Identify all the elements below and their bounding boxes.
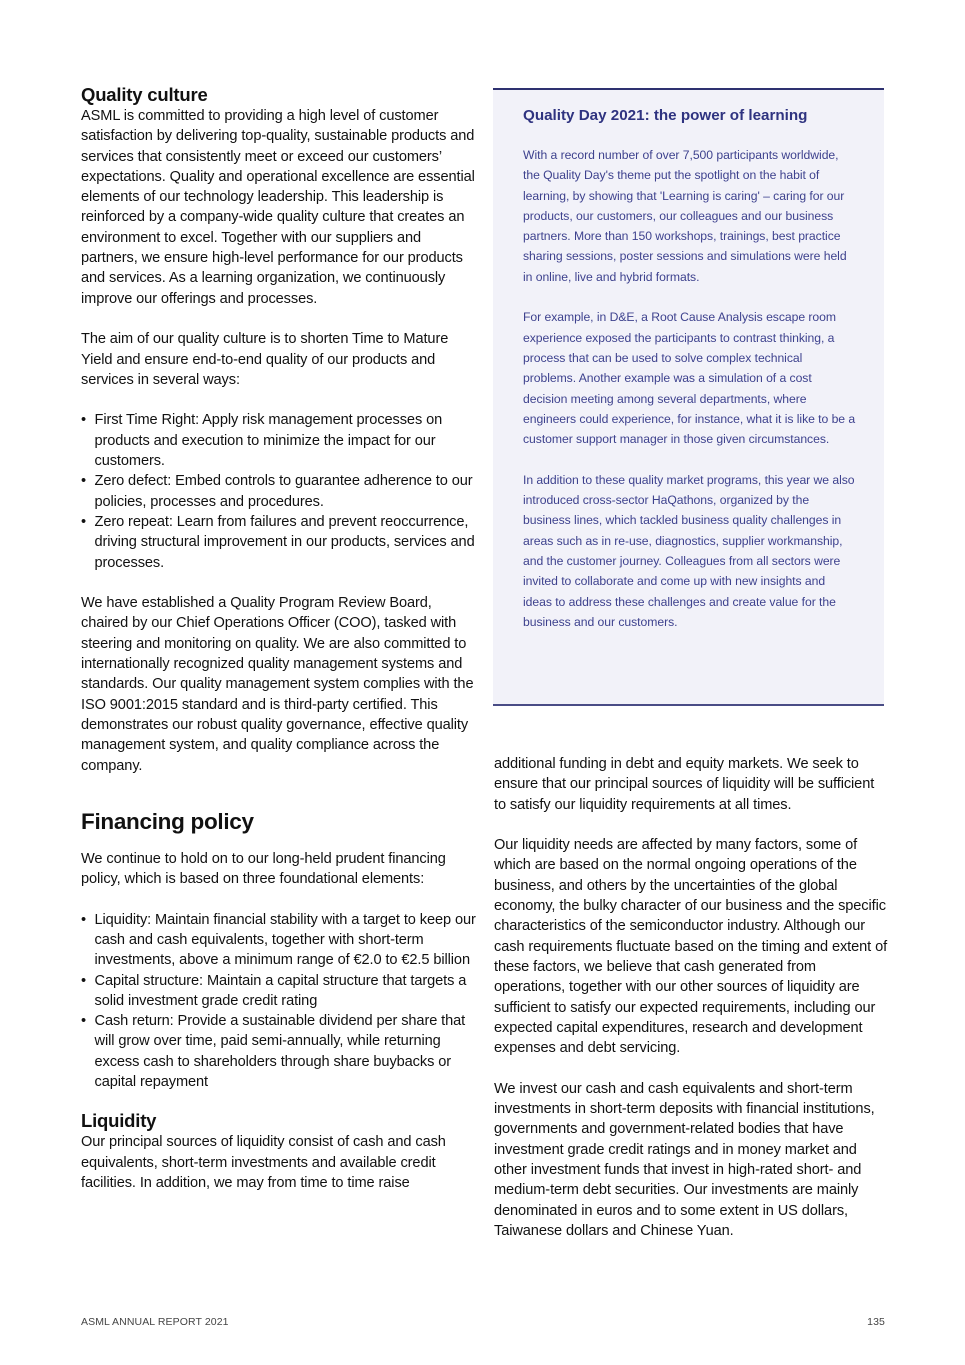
liquidity-paragraph-3: We invest our cash and cash equivalents and short-term investments in short-term deposits with financial institutions, governments and government-related bodies that have investment grade credit ratings and in money market and other investment funds that invest in high-rated short- and medium-term debt securities. Our investments are mainly denominated in euros and to some extent in US dollars, Taiwanese dollars and Chinese Yuan. xyxy=(494,1080,875,1239)
bullet-item: • First Time Right: Apply risk management processes on products and execution to minimize the impact for our customers. xyxy=(81,410,476,471)
liquidity-paragraph-1-start: Our principal sources of liquidity consist of cash and cash equivalents, short-term investments and available credit facilities. In addition, we may from time to time raise xyxy=(81,1134,446,1191)
quality-culture-bullet-list xyxy=(81,410,476,572)
liquidity-heading: Liquidity xyxy=(81,1110,157,1132)
callout-paragraph-1: With a record number of over 7,500 participants worldwide, the Quality Day's theme put the spotlight on the habit of learning, by showing that 'Learning is caring' – caring for our products, our customers, our colleagues and our business partners. More than 150 workshops, trainings, best practice sharing sessions, poster sessions and simulations were held in online, live and hybrid formats. xyxy=(523,148,847,284)
quality-day-callout-box xyxy=(493,88,884,706)
quality-culture-heading: Quality culture xyxy=(81,84,208,105)
liquidity-paragraph-1-continued: additional funding in debt and equity markets. We seek to ensure that our principal sources of liquidity will be sufficient to satisfy our liquidity requirements at all times. xyxy=(494,756,875,813)
right-column xyxy=(494,754,889,1241)
quality-culture-paragraph-3: We have established a Quality Program Review Board, chaired by our Chief Operations Officer (COO), tasked with steering and monitoring on quality. We are also committed to internationally recognized quality management systems and standards. Our quality management system complies with the ISO 9001:2015 standard and is third-party certified. This demonstrates our robust quality governance, effective quality management system, and quality compliance across the company. xyxy=(81,595,474,774)
footer-report-title: ASML ANNUAL REPORT 2021 xyxy=(81,1316,229,1328)
quality-culture-paragraph-2: The aim of our quality culture is to shorten Time to Mature Yield and ensure end-to-end quality of our products and services in several ways: xyxy=(81,331,449,388)
financing-policy-bullet-list xyxy=(81,910,476,1093)
financing-policy-heading: Financing policy xyxy=(81,808,254,834)
footer-page-number: 135 xyxy=(867,1316,885,1328)
bullet-item: • Zero repeat: Learn from failures and prevent reoccurrence, driving structural improvement in our products, services and processes. xyxy=(81,512,476,573)
callout-title: Quality Day 2021: the power of learning xyxy=(523,107,808,124)
bullet-item: • Cash return: Provide a sustainable dividend per share that will grow over time, paid semi-annually, while returning excess cash to shareholders through share buybacks or capital repayment xyxy=(81,1011,476,1092)
financing-policy-intro: We continue to hold on to our long-held prudent financing policy, which is based on three foundational elements: xyxy=(81,850,446,888)
callout-paragraph-3: In addition to these quality market programs, this year we also introduced cross-sector HaQathons, organized by the business lines, which tackled business quality challenges in areas such as in re-use, diagnostics, supplier workmanship, and the customer journey. Colleagues from all sectors were invited to collaborate and come up with new insights and ideas to address these challenges and create value for the business and our customers. xyxy=(523,472,855,629)
bullet-item: • Zero defect: Embed controls to guarantee adherence to our policies, processes and procedures. xyxy=(81,471,476,512)
callout-paragraph-2: For example, in D&E, a Root Cause Analysis escape room experience exposed the participants to contrast thinking, a process that can be used to solve complex technical problems. Another example was a simulation of a cost decision meeting among several departments, where engineers could experience, for instance, what it is like to be a customer support manager in those given circumstances. xyxy=(523,310,856,447)
bullet-item: • Liquidity: Maintain financial stability with a target to keep our cash and cash equivalents, together with short-term investments, above a minimum range of €2.0 to €2.5 billion xyxy=(81,910,476,971)
bullet-item: • Capital structure: Maintain a capital structure that targets a solid investment grade credit rating xyxy=(81,971,476,1012)
liquidity-paragraph-2: Our liquidity needs are affected by many factors, some of which are based on the normal ongoing operations of the business, and others by the uncertainties of the global economy, the bulky character of our business and the specific characteristics of the semiconductor industry. Although our cash requirements fluctuate based on the timing and extent of these factors, we believe that cash generated from operations, together with our other sources of liquidity are sufficient to satisfy our expected requirements, including our expected capital expenditures, research and development expenses and debt servicing. xyxy=(494,837,888,1057)
left-column xyxy=(81,84,476,1193)
quality-culture-paragraph-1: ASML is committed to providing a high level of customer satisfaction by delivering top-quality, sustainable products and services that consistently meet or exceed our customers’ expectations. Quality and operational excellence are essential elements of our technology leadership. This leadership is reinforced by a company-wide quality culture that creates an environment to excel. Together with our suppliers and partners, we ensure high-level performance for our products and services. As a learning organization, we continuously improve our offerings and processes. xyxy=(81,108,475,307)
